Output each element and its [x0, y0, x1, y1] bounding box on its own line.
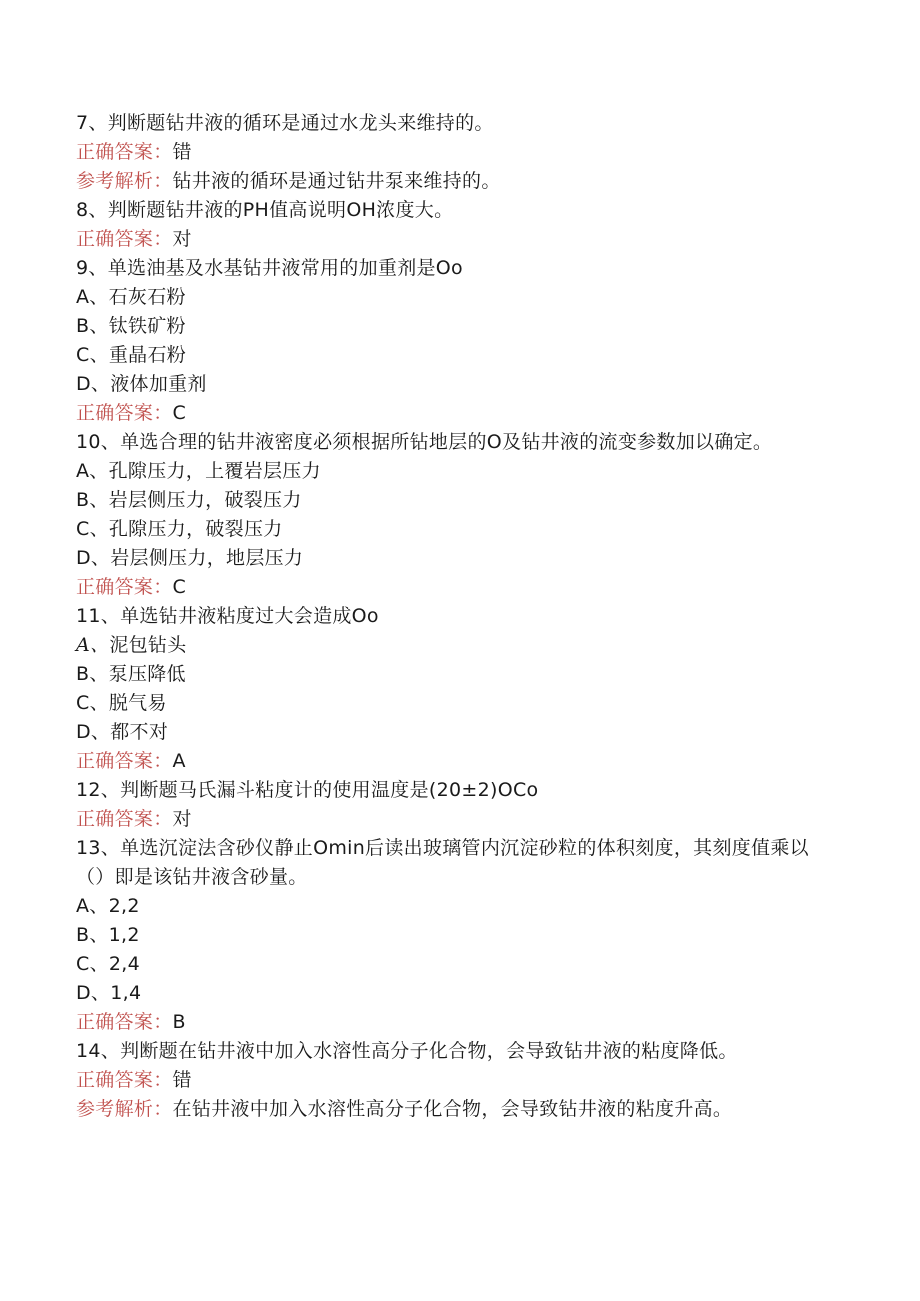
- option-item: [76, 979, 836, 1008]
- answer-line: [76, 1008, 836, 1037]
- answer-value: A: [172, 750, 186, 772]
- option-key: C、: [76, 953, 109, 975]
- answer-value: 错: [172, 1069, 192, 1091]
- option-item: [76, 283, 836, 312]
- option-key: A、: [76, 634, 110, 656]
- option-item: [76, 892, 836, 921]
- answer-line: [76, 805, 836, 834]
- option-item: [76, 689, 836, 718]
- option-text: 重晶石粉: [108, 344, 187, 366]
- analysis-line: [76, 167, 836, 196]
- question-stem: 10、单选合理的钻井液密度必须根据所钻地层的O及钻井液的流变参数加以确定。: [76, 431, 773, 453]
- option-text: 孔隙压力，上覆岩层压力: [108, 460, 321, 482]
- answer-line: [76, 138, 836, 167]
- option-text: 岩层侧压力，破裂压力: [108, 489, 302, 511]
- option-key: A、: [76, 460, 109, 482]
- option-text: 1,4: [110, 982, 142, 1004]
- analysis-text: 钻井液的循环是通过钻井泵来维持的。: [172, 170, 501, 192]
- option-key: D、: [76, 721, 111, 743]
- option-key: B、: [76, 489, 109, 511]
- answer-value: B: [172, 1011, 186, 1033]
- option-key: B、: [76, 315, 109, 337]
- option-text: 2,2: [108, 895, 140, 917]
- option-key: A、: [76, 895, 109, 917]
- question-stem: 14、判断题在钻井液中加入水溶性高分子化合物，会导致钻井液的粘度降低。: [76, 1040, 738, 1062]
- option-item: [76, 341, 836, 370]
- option-text: 泵压降低: [108, 663, 186, 685]
- option-text: 岩层侧压力，地层压力: [110, 547, 304, 569]
- option-item: [76, 312, 836, 341]
- answer-label: 正确答案：: [76, 576, 173, 598]
- answer-label: 正确答案：: [76, 141, 173, 163]
- option-key: D、: [76, 373, 111, 395]
- option-item: [76, 486, 836, 515]
- question-stem: 7、判断题钻井液的循环是通过水龙头来维持的。: [76, 112, 494, 134]
- option-key: B、: [76, 663, 109, 685]
- option-item: [76, 457, 836, 486]
- option-text: 1,2: [108, 924, 140, 946]
- option-key: C、: [76, 518, 109, 540]
- option-key: D、: [76, 547, 111, 569]
- option-text: 泥包钻头: [109, 634, 187, 656]
- option-key: C、: [76, 344, 109, 366]
- answer-label: 正确答案：: [76, 228, 173, 250]
- option-text: 都不对: [110, 721, 169, 743]
- answer-value: C: [172, 402, 187, 424]
- option-text: 钛铁矿粉: [108, 315, 186, 337]
- answer-label: 正确答案：: [76, 750, 173, 772]
- answer-value: 对: [172, 228, 192, 250]
- option-item: [76, 515, 836, 544]
- analysis-line: [76, 1095, 836, 1124]
- answer-label: 正确答案：: [76, 1069, 173, 1091]
- option-text: 脱气易: [108, 692, 167, 714]
- answer-line: [76, 573, 836, 602]
- analysis-text: 在钻井液中加入水溶性高分子化合物，会导致钻井液的粘度升高。: [172, 1098, 733, 1120]
- option-item: [76, 370, 836, 399]
- option-key: A、: [76, 286, 109, 308]
- answer-line: [76, 1066, 836, 1095]
- answer-line: [76, 225, 836, 254]
- answer-line: [76, 747, 836, 776]
- option-item: [76, 718, 836, 747]
- option-key: B、: [76, 924, 109, 946]
- question-stem: 12、判断题马氏漏斗粘度计的使用温度是(20±2)OCo: [76, 779, 539, 801]
- question-stem: 9、单选油基及水基钻井液常用的加重剂是Oo: [76, 257, 463, 279]
- option-item: [76, 921, 836, 950]
- option-text: 孔隙压力，破裂压力: [108, 518, 283, 540]
- option-text: 2,4: [108, 953, 140, 975]
- option-key: D、: [76, 982, 111, 1004]
- answer-value: 对: [172, 808, 192, 830]
- question-stem: 8、判断题钻井液的PH值高说明OH浓度大。: [76, 199, 454, 221]
- answer-value: C: [172, 576, 187, 598]
- answer-value: 错: [172, 141, 192, 163]
- answer-label: 正确答案：: [76, 808, 173, 830]
- question-stem: 11、单选钻井液粘度过大会造成Oo: [76, 605, 379, 627]
- option-item: [76, 631, 836, 660]
- option-item: [76, 544, 836, 573]
- analysis-label: 参考解析：: [76, 170, 173, 192]
- option-item: [76, 950, 836, 979]
- option-text: 石灰石粉: [108, 286, 186, 308]
- question-stem: 13、单选沉淀法含砂仪静止Omin后读出玻璃管内沉淀砂粒的体积刻度，其刻度值乘以（）即是该钻井液含砂量。: [76, 837, 809, 888]
- analysis-label: 参考解析：: [76, 1098, 173, 1120]
- document-page: [76, 109, 836, 1124]
- answer-label: 正确答案：: [76, 1011, 173, 1033]
- option-item: [76, 660, 836, 689]
- answer-label: 正确答案：: [76, 402, 173, 424]
- option-text: 液体加重剂: [110, 373, 207, 395]
- answer-line: [76, 399, 836, 428]
- option-key: C、: [76, 692, 109, 714]
